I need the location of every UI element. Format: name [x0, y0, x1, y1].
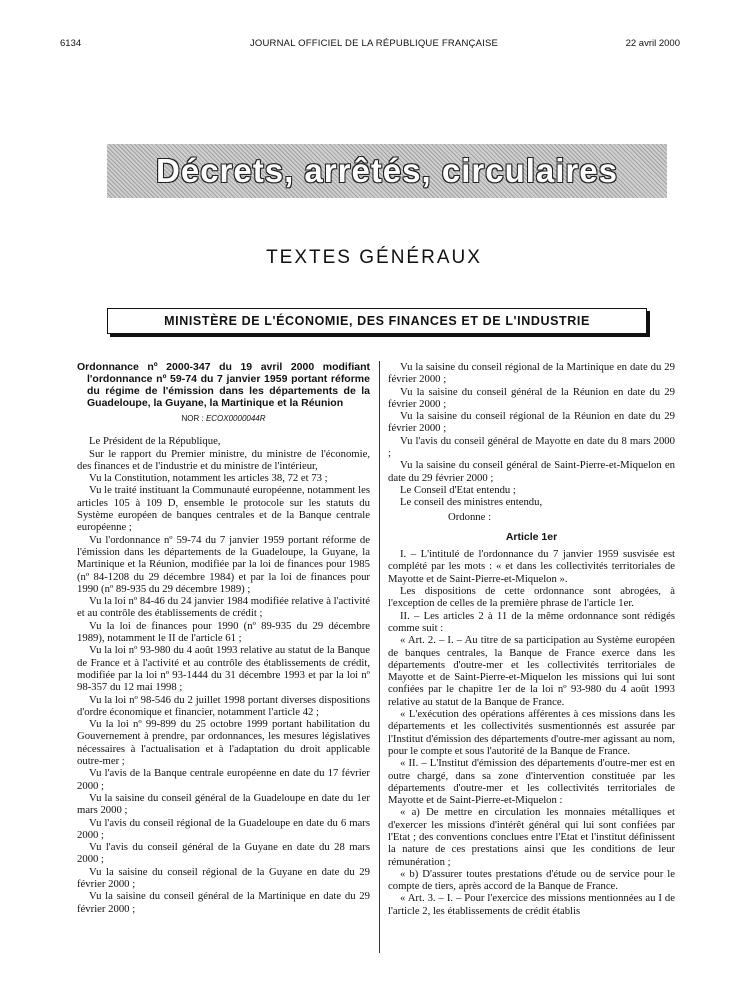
- paragraph: Vu la Constitution, notamment les articles 38, 72 et 73 ;: [89, 472, 328, 485]
- paragraph: Le Président de la République,: [89, 435, 221, 448]
- paragraph: Le Conseil d'Etat entendu ;: [400, 483, 516, 496]
- paragraph: Vu l'avis du conseil général de la Guyane en date du 28 mars 2000 ;: [77, 841, 370, 866]
- nor-code: ECOX0000044R: [205, 414, 266, 423]
- article-paragraph: « Art. 2. – I. – Au titre de sa participation au Système européen de banques centrales, la Banque de France exerce dans les départements d'outre-mer et les collectivités territoriales de Mayotte et de Saint-Pierre-et-Miquelon les missions qui lui sont confiées par le chapitre 1er de la loi nº 93-980 du 4 août 1993 relative au statut de la Banque de France.: [388, 634, 675, 708]
- ordinance-title: Ordonnance nº 2000-347 du 19 avril 2000 modifiant l'ordonnance nº 59-74 du 7 janvier 1959 portant réforme du régime de l'émission dans les départements de la Guadeloupe, la Guyane, la Martinique et la Réunion: [77, 361, 370, 409]
- banner-title: Décrets, arrêtés, circulaires: [156, 152, 618, 189]
- article-paragraph: « b) D'assurer toutes prestations d'étude ou de service pour le compte de tiers, après accord de la Banque de France.: [388, 867, 675, 893]
- paragraph: Vu l'avis de la Banque centrale européenne en date du 17 février 2000 ;: [77, 767, 370, 792]
- paragraph: Vu la loi nº 84-46 du 24 janvier 1984 modifiée relative à l'activité et au contrôle des établissements de crédit ;: [77, 595, 370, 620]
- paragraph: Vu l'ordonnance nº 59-74 du 7 janvier 1959 portant réforme de l'émission dans les départements de la Guadeloupe, la Guyane, la Martinique et la Réunion, modifiée par la loi de finances pour 1985 (nº 84-1208 du 29 décembre 1984) et par la loi de finances pour 1990 (nº 89-935 du 29 décembre 1989) ;: [77, 533, 370, 595]
- journal-title: JOURNAL OFFICIEL DE LA RÉPUBLIQUE FRANÇAISE: [249, 38, 499, 49]
- paragraph: Vu la loi nº 98-546 du 2 juillet 1998 portant diverses dispositions d'ordre économique et financier, notamment l'article 42 ;: [77, 693, 370, 718]
- article-paragraph: « Art. 3. – I. – Pour l'exercice des missions mentionnées au I de l'article 2, les établissements de crédit établis: [388, 892, 675, 917]
- left-column: [77, 361, 370, 915]
- paragraph: Vu la saisine du conseil général de la Martinique en date du 29 février 2000 ;: [77, 890, 370, 915]
- paragraph: Vu l'avis du conseil régional de la Guadeloupe en date du 6 mars 2000 ;: [77, 816, 370, 841]
- issue-date: 22 avril 2000: [625, 38, 680, 49]
- ordonne-line: Ordonne :: [448, 510, 492, 523]
- column-divider: [379, 361, 380, 953]
- paragraph: Vu la loi nº 93-980 du 4 août 1993 relative au statut de la Banque de France et à l'activité et au contrôle des établissements de crédit, modifiée par la loi nº 93-1444 du 31 décembre 1993 et par la loi nº 98-357 du 12 mai 1998 ;: [77, 644, 370, 694]
- paragraph: Le conseil des ministres entendu,: [400, 496, 543, 509]
- section-title: TEXTES GÉNÉRAUX: [266, 247, 482, 268]
- paragraph: Vu la saisine du conseil régional de la Martinique en date du 29 février 2000 ;: [388, 361, 675, 386]
- paragraph: Vu la saisine du conseil régional de la Réunion en date du 29 février 2000 ;: [388, 410, 675, 435]
- article-paragraph: II. – Les articles 2 à 11 de la même ordonnance sont rédigés comme suit :: [388, 609, 675, 634]
- paragraph: Vu la saisine du conseil général de la Réunion en date du 29 février 2000 ;: [388, 385, 675, 410]
- ministry-name: MINISTÈRE DE L'ÉCONOMIE, DES FINANCES ET DE L'INDUSTRIE: [164, 314, 590, 328]
- article-paragraph: I. – L'intitulé de l'ordonnance du 7 janvier 1959 susvisée est complété par les mots : « et dans les collectivités territoriales de Mayotte et de Saint-Pierre-et-Miquelon ».: [388, 548, 675, 585]
- article-paragraph: « II. – L'Institut d'émission des départements d'outre-mer est en outre chargé, dans sa zone d'intervention constituée par les départements d'outre-mer et les collectivités territoriales de Mayotte et de Saint-Pierre-et-Miquelon :: [388, 757, 675, 807]
- paragraph: Vu le traité instituant la Communauté européenne, notamment les articles 105 à 109 D, ensemble le protocole sur les statuts du Système européen de banques centrales et de la Banque centrale européenne ;: [77, 484, 370, 534]
- paragraph: Vu la loi de finances pour 1990 (nº 89-935 du 29 décembre 1989), notamment le II de l'article 61 ;: [77, 619, 370, 645]
- nor-reference: [77, 413, 370, 425]
- section-banner: [107, 144, 667, 198]
- article-heading: Article 1er: [505, 530, 558, 543]
- ministry-box: [107, 308, 647, 334]
- article-paragraph: Les dispositions de cette ordonnance sont abrogées, à l'exception de celles de la première phrase de l'article 1er.: [388, 585, 675, 610]
- right-column: [388, 361, 675, 917]
- paragraph: Sur le rapport du Premier ministre, du ministre de l'économie, des finances et de l'industrie et du ministre de l'intérieur,: [77, 447, 370, 472]
- paragraph: Vu la saisine du conseil général de Saint-Pierre-et-Miquelon en date du 29 février 2000 ;: [388, 459, 675, 484]
- paragraph: Vu la saisine du conseil général de la Guadeloupe en date du 1er mars 2000 ;: [77, 791, 370, 817]
- article-paragraph: « a) De mettre en circulation les monnaies métalliques et d'exercer les missions d'intérêt général qui lui sont confiées par l'Etat ; des conventions conclues entre l'Etat et l'institut définissent la nature de ces prestations ainsi que les conditions de leur rémunération ;: [388, 806, 675, 868]
- nor-label: NOR :: [181, 414, 204, 423]
- paragraph: Vu la loi nº 99-899 du 25 octobre 1999 portant habilitation du Gouvernement à prendre, par ordonnances, les mesures législatives nécessaires à l'actualisation et à l'adaptation du droit applicable outre-mer ;: [77, 718, 370, 768]
- article-paragraph: « L'exécution des opérations afférentes à ces missions dans les départements et les collectivités susmentionnés est assurée par l'Institut d'émission des départements d'outre-mer agissant au nom, pour le compte et sous l'autorité de la Banque de France.: [388, 708, 675, 757]
- paragraph: Vu la saisine du conseil régional de la Guyane en date du 29 février 2000 ;: [77, 865, 370, 890]
- running-header: [0, 38, 748, 52]
- page-number: 6134: [60, 38, 82, 49]
- paragraph: Vu l'avis du conseil général de Mayotte en date du 8 mars 2000 ;: [388, 434, 675, 460]
